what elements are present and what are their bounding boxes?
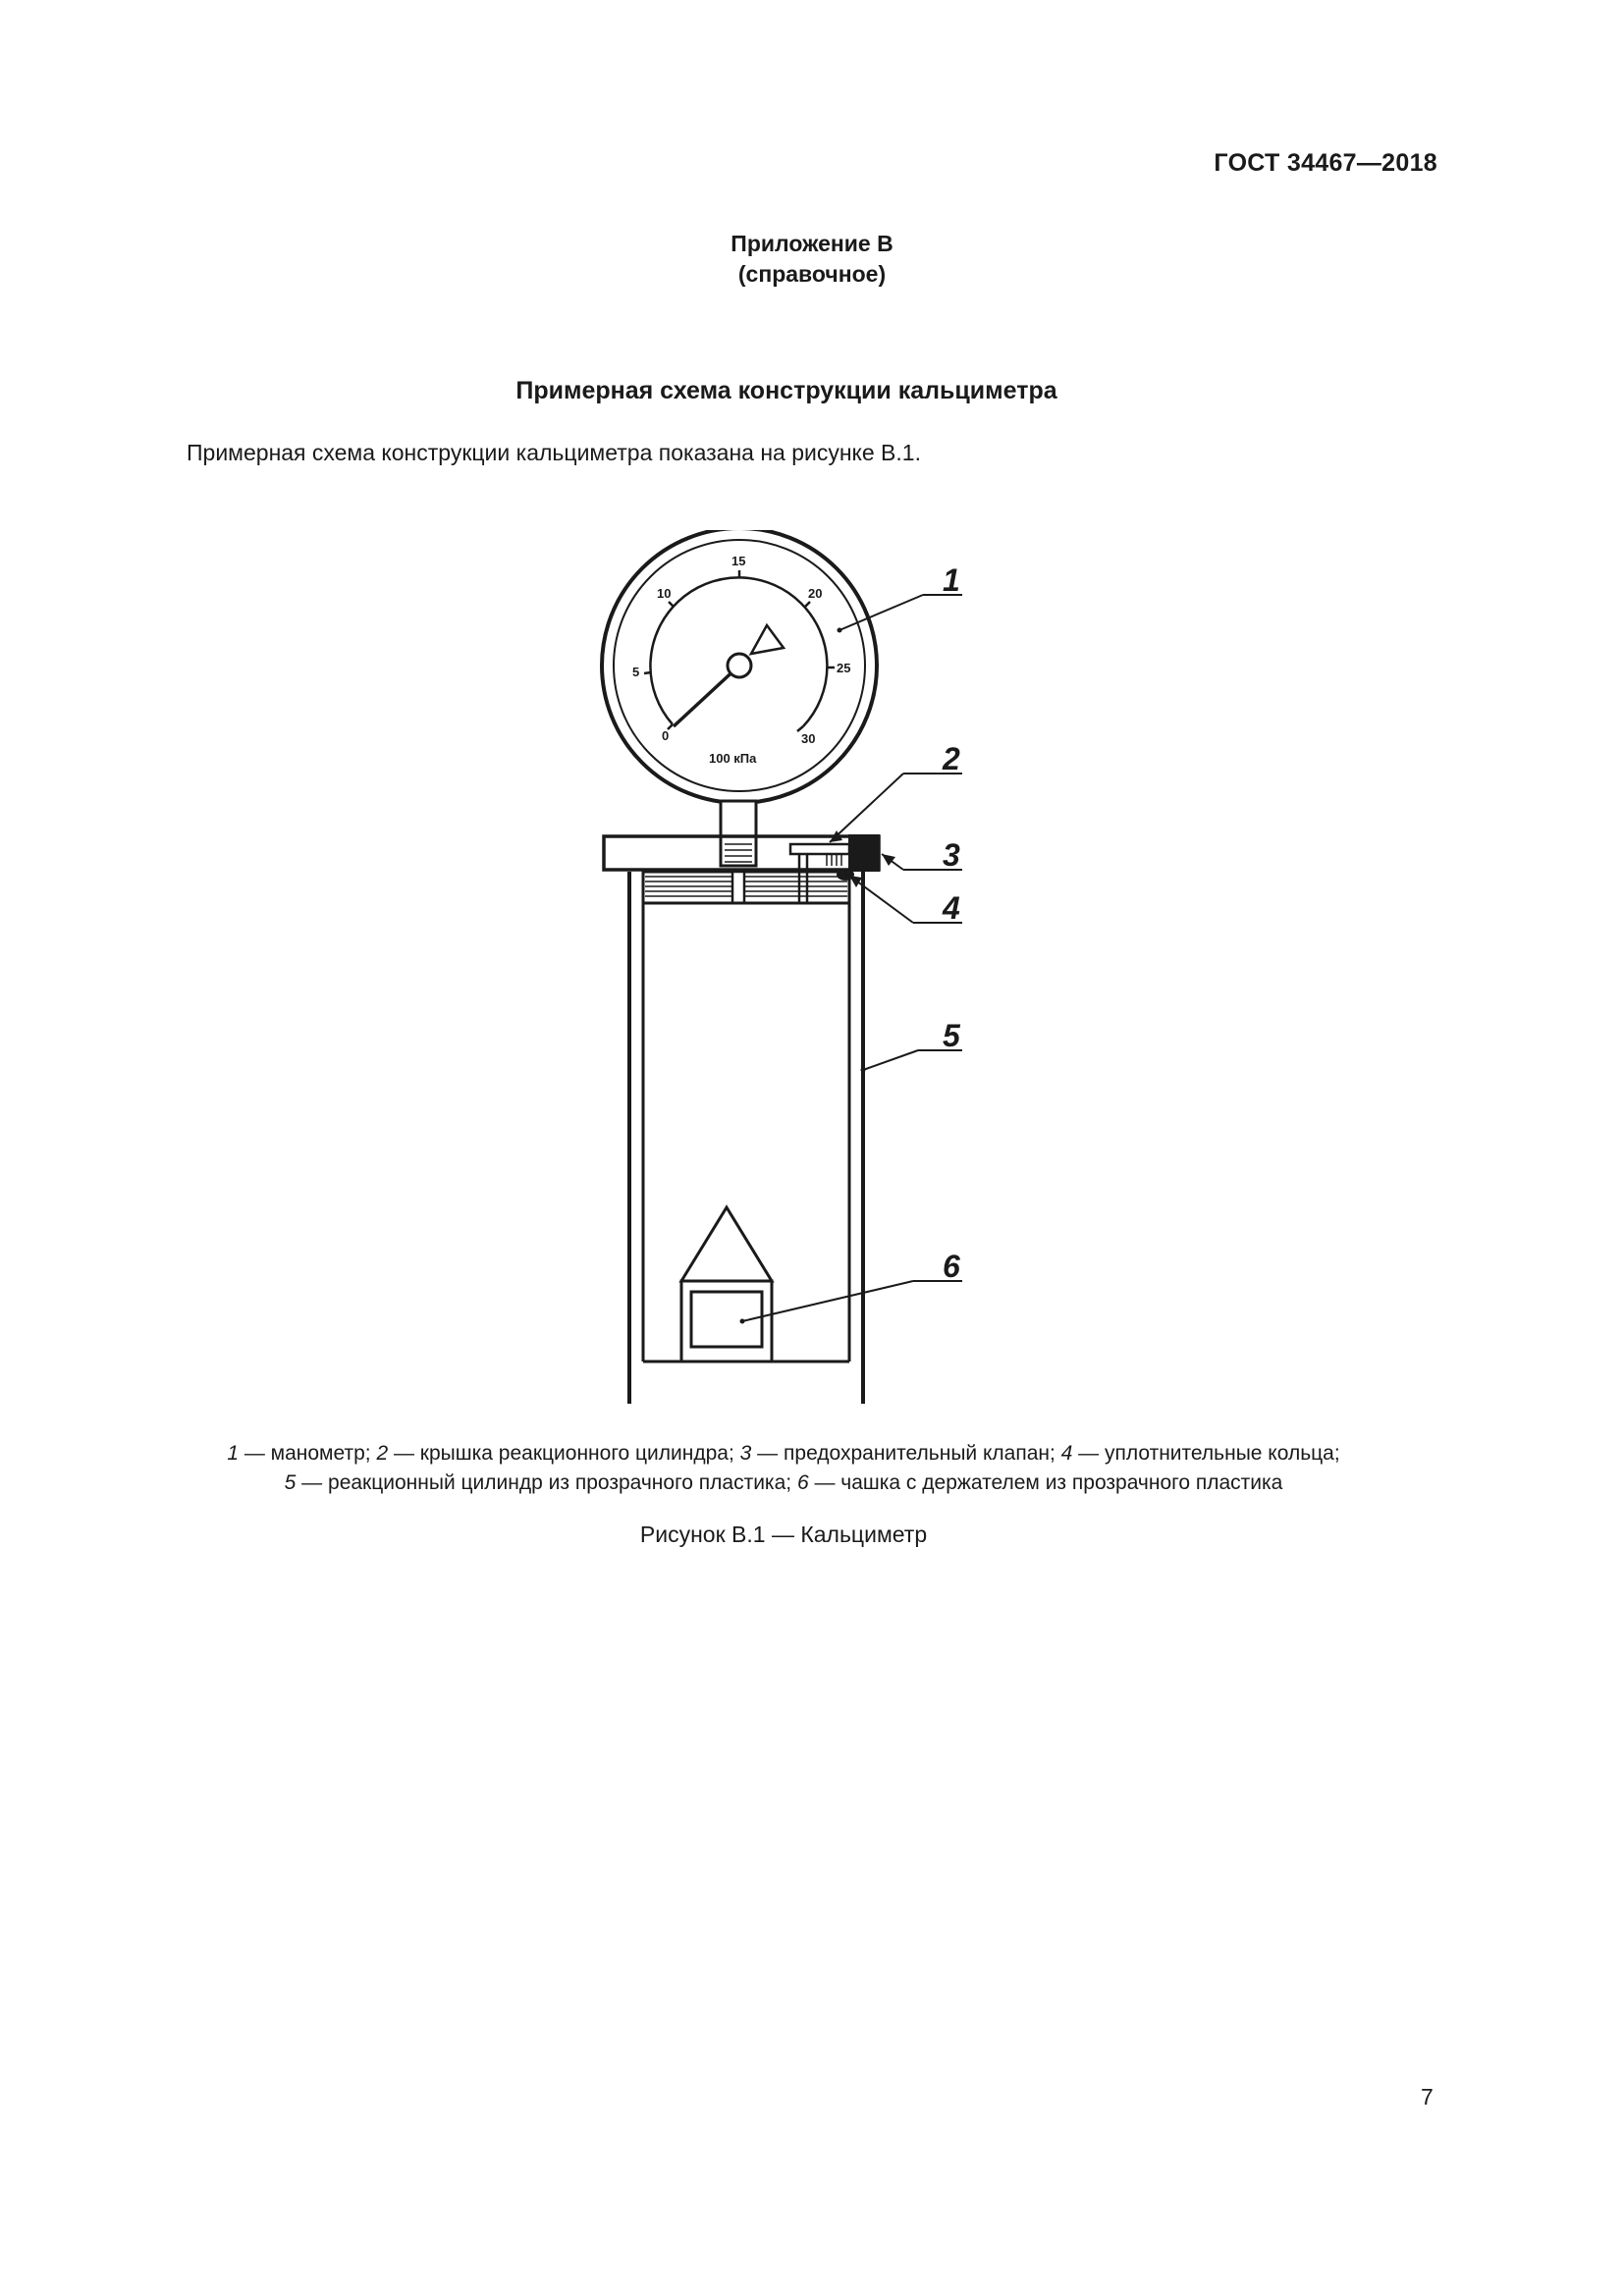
gauge-unit-label: 100 кПа	[709, 751, 757, 766]
calcimeter-figure	[550, 530, 1001, 1414]
gauge-label-30: 30	[801, 731, 816, 746]
legend-item-1-number: 1	[227, 1442, 239, 1465]
legend-item-4-number: 4	[1060, 1442, 1073, 1465]
appendix-heading	[0, 229, 1624, 290]
callout-3: 3	[943, 837, 960, 873]
gauge-label-25: 25	[837, 661, 851, 675]
gauge-label-15: 15	[731, 554, 746, 568]
leader-lines	[742, 595, 962, 1321]
callout-4: 4	[943, 890, 960, 926]
legend-line-2	[0, 1468, 1567, 1498]
legend-item-4-text: — уплотнительные кольца;	[1072, 1442, 1340, 1465]
legend-item-6-number: 6	[796, 1471, 809, 1494]
legend-item-3-text: — предохранительный клапан;	[751, 1442, 1061, 1465]
legend-item-3-number: 3	[739, 1442, 752, 1465]
gauge-stem	[721, 801, 756, 866]
legend-item-2-number: 2	[376, 1442, 389, 1465]
callout-1: 1	[943, 562, 960, 598]
gauge-ticks	[644, 570, 835, 731]
gauge-label-0: 0	[662, 728, 670, 743]
callout-2: 2	[943, 741, 960, 776]
figure-caption: Рисунок В.1 — Кальциметр	[639, 1522, 928, 1547]
legend-item-5-text: — реакционный цилиндр из прозрачного пластика;	[296, 1471, 797, 1494]
reaction-cylinder	[629, 872, 863, 1404]
cup-with-holder	[681, 1207, 772, 1362]
valve-spring	[827, 854, 841, 866]
gauge-pivot	[728, 654, 751, 677]
figure-legend	[0, 1439, 1567, 1498]
seal-rings	[643, 869, 854, 903]
legend-item-1-text: — манометр;	[239, 1442, 377, 1465]
legend-item-2-text: — крышка реакционного цилиндра;	[388, 1442, 740, 1465]
gauge-needle	[674, 666, 739, 726]
leader-arrows	[740, 628, 896, 1324]
appendix-title: Приложение В	[731, 231, 893, 256]
appendix-subtitle: (справочное)	[737, 261, 887, 287]
gauge-label-5: 5	[632, 665, 640, 679]
gauge-needle-tail	[751, 625, 784, 654]
safety-valve-block	[848, 834, 880, 872]
section-title: Примерная схема конструкции кальциметра	[515, 377, 1057, 404]
valve-channel	[790, 844, 849, 854]
callout-6: 6	[943, 1249, 960, 1284]
page-number: 7	[1421, 2084, 1434, 2109]
intro-paragraph: Примерная схема конструкции кальциметра показана на рисунке В.1.	[187, 440, 921, 465]
legend-item-5-number: 5	[284, 1471, 297, 1494]
legend-line-1	[0, 1439, 1567, 1468]
document-number: ГОСТ 34467—2018	[1214, 149, 1437, 177]
callout-5: 5	[943, 1018, 960, 1053]
gauge-label-10: 10	[657, 586, 672, 601]
legend-item-6-text: — чашка с держателем из прозрачного пластика	[808, 1471, 1283, 1494]
gauge-label-20: 20	[808, 586, 823, 601]
gauge-scale-arc	[650, 577, 827, 726]
